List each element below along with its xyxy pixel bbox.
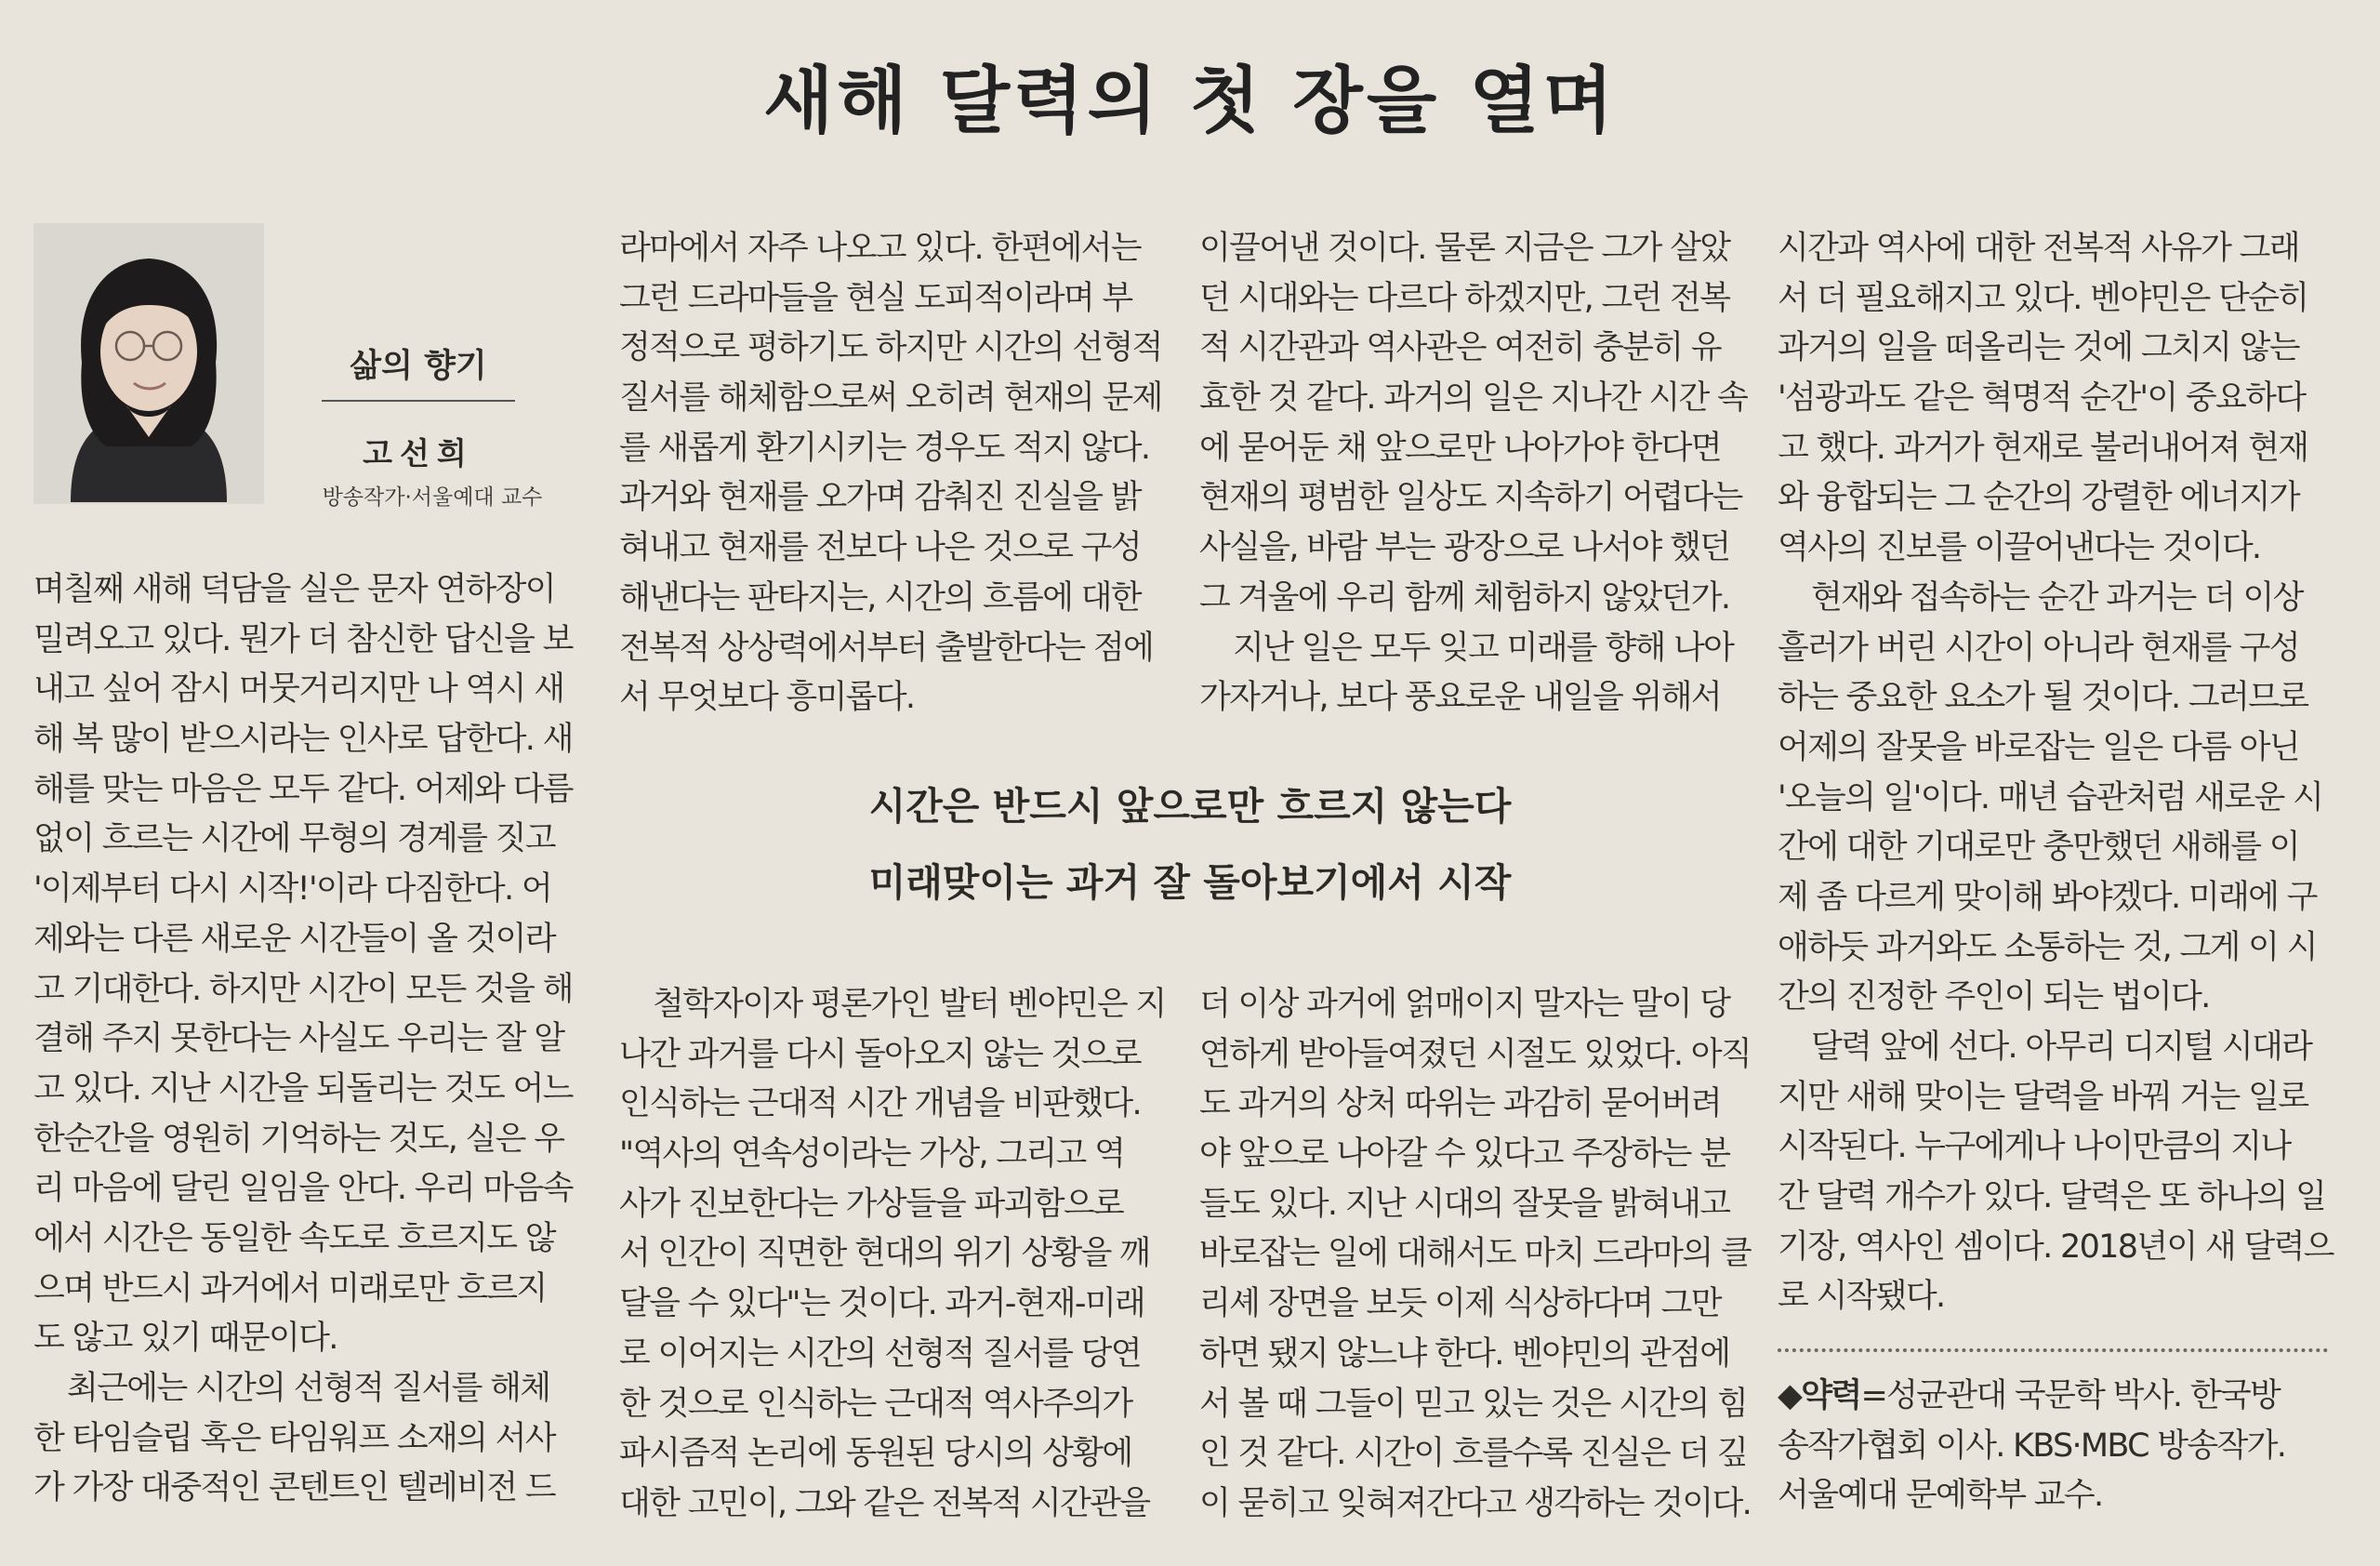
text-line: 정적으로 평하기도 하지만 시간의 선형적 <box>619 329 1162 367</box>
text-line: 리셰 장면을 보듯 이제 식상하다며 그만 <box>1199 1285 1721 1323</box>
text-line: 현재의 평범한 일상도 지속하기 어렵다는 <box>1199 479 1742 517</box>
text-line: 를 새롭게 환기시키는 경우도 적지 않다. <box>619 429 1150 467</box>
text-line: '오늘의 일'이다. 매년 습관처럼 새로운 시 <box>1778 778 2323 816</box>
text-line: 지만 새해 맞이는 달력을 바꿔 거는 일로 <box>1778 1078 2308 1116</box>
text-line: 달력 앞에 선다. 아무리 디지털 시대라 <box>1811 1029 2312 1066</box>
profile-label: ◆약력 <box>1778 1377 1861 1414</box>
author-name: 고선희 <box>363 435 474 471</box>
text-line: 흘러가 버린 시간이 아니라 현재를 구성 <box>1778 629 2299 667</box>
text-line: 질서를 해체함으로써 오히려 현재의 문제 <box>619 379 1162 418</box>
text-line: 가 가장 대중적인 콘텐트인 텔레비전 드 <box>33 1469 555 1507</box>
text-line: 없이 흐르는 시간에 무형의 경계를 짓고 <box>33 820 555 858</box>
text-line: 파시즘적 논리에 동원된 당시의 상황에 <box>619 1435 1132 1473</box>
text-line: 라마에서 자주 나오고 있다. 한편에서는 <box>619 230 1141 267</box>
text-line: 그런 드라마들을 현실 도피적이라며 부 <box>619 279 1132 317</box>
author-photo <box>33 223 264 504</box>
text-line: '이제부터 다시 시작!'이라 다짐한다. 어 <box>33 870 551 909</box>
text-line: 현재와 접속하는 순간 과거는 더 이상 <box>1811 578 2303 617</box>
text-line: 시간과 역사에 대한 전복적 사유가 그래 <box>1778 230 2299 267</box>
text-line: 시작된다. 누구에게나 나이만큼의 지나 <box>1778 1128 2291 1166</box>
text-line: 고 기대한다. 하지만 시간이 모든 것을 해 <box>33 970 573 1008</box>
text-line: 제 좀 다르게 맞이해 봐야겠다. 미래에 구 <box>1778 878 2317 916</box>
author-role: 방송작가·서울예대 교수 <box>322 485 543 510</box>
text-line: 사실을, 바람 부는 광장으로 나서야 했던 <box>1199 529 1730 567</box>
text-line: 제와는 다른 새로운 시간들이 올 것이라 <box>33 920 555 958</box>
column-2-bottom <box>619 980 1168 1530</box>
profile-line: 송작가협회 이사. KBS·MBC 방송작가. <box>1778 1427 2286 1465</box>
column-series-name: 삶의 향기 <box>322 340 515 402</box>
text-line: 들도 있다. 지난 시대의 잘못을 밝혀내고 <box>1199 1185 1730 1223</box>
text-line: 적 시간관과 역사관은 여전히 충분히 유 <box>1199 329 1721 367</box>
column-1 <box>33 565 591 1514</box>
text-line: 철학자이자 평론가인 발터 벤야민은 지 <box>653 986 1166 1023</box>
profile-divider <box>1778 1348 2328 1352</box>
text-line: 최근에는 시간의 선형적 질서를 해체 <box>67 1370 550 1407</box>
text-line: '섬광과도 같은 혁명적 순간'이 중요하다 <box>1778 379 2306 418</box>
text-line: 며칠째 새해 덕담을 실은 문자 연하장이 <box>33 571 555 608</box>
column-3-top <box>1199 224 1748 723</box>
column-4 <box>1778 224 2335 1322</box>
text-line: 고 있다. 지난 시간을 되돌리는 것도 어느 <box>33 1069 573 1108</box>
article-title: 새해 달력의 첫 장을 열며 <box>762 59 1618 143</box>
text-line: 이 묻히고 잊혀져간다고 생각하는 것이다. <box>1199 1484 1751 1522</box>
text-line: 내고 싶어 잠시 머뭇거리지만 나 역시 새 <box>33 670 564 709</box>
text-line: 하는 중요한 요소가 될 것이다. 그러므로 <box>1778 679 2308 717</box>
text-line: 이끌어낸 것이다. 물론 지금은 그가 살았 <box>1199 230 1730 267</box>
text-line: 지난 일은 모두 잊고 미래를 향해 나아 <box>1233 629 1734 667</box>
text-line: 던 시대와는 다르다 하겠지만, 그런 전복 <box>1199 279 1730 317</box>
text-line: 하면 됐지 않느냐 한다. 벤야민의 관점에 <box>1199 1334 1730 1373</box>
text-line: 으며 반드시 과거에서 미래로만 흐르지 <box>33 1269 547 1307</box>
text-line: 대한 고민이, 그와 같은 전복적 시간관을 <box>619 1484 1150 1522</box>
text-line: 와 융합되는 그 순간의 강렬한 에너지가 <box>1778 479 2299 517</box>
text-line: 더 이상 과거에 얽매이지 말자는 말이 당 <box>1199 986 1730 1023</box>
subheadline-1: 시간은 반드시 앞으로만 흐르지 않는다 <box>868 784 1512 829</box>
text-line: 기장, 역사인 셈이다. 2018년이 새 달력으 <box>1778 1228 2334 1266</box>
text-line: 효한 것 같다. 과거의 일은 지나간 시간 속 <box>1199 379 1748 418</box>
text-line: 어제의 잘못을 바로잡는 일은 다름 아닌 <box>1778 728 2299 766</box>
text-line: 간 달력 개수가 있다. 달력은 또 하나의 일 <box>1778 1178 2326 1216</box>
text-line: 리 마음에 달린 일임을 안다. 우리 마음속 <box>33 1170 573 1208</box>
text-line: 고 했다. 과거가 현재로 불러내어져 현재 <box>1778 429 2308 467</box>
text-line: 과거와 현재를 오가며 감춰진 진실을 밝 <box>619 479 1141 517</box>
text-line: 도 과거의 상처 따위는 과감히 묻어버려 <box>1199 1085 1721 1123</box>
text-line: 로 이어지는 시간의 선형적 질서를 당연 <box>619 1334 1141 1373</box>
text-line: 나간 과거를 다시 돌아오지 않는 것으로 <box>619 1035 1141 1073</box>
text-line: 서 볼 때 그들이 믿고 있는 것은 시간의 힘 <box>1199 1385 1748 1423</box>
text-line: 간에 대한 기대로만 충만했던 새해를 이 <box>1778 829 2299 867</box>
text-line: 전복적 상상력에서부터 출발한다는 점에 <box>619 629 1154 667</box>
text-line: 에서 시간은 동일한 속도로 흐르지도 않 <box>33 1219 555 1257</box>
author-profile <box>1778 1372 2335 1521</box>
text-line: 에 묻어둔 채 앞으로만 나아가야 한다면 <box>1199 429 1721 467</box>
text-line: 연하게 받아들여졌던 시절도 있었다. 아직 <box>1199 1035 1751 1073</box>
text-line: 밀려오고 있다. 뭔가 더 참신한 답신을 보 <box>33 620 573 658</box>
text-line: 해낸다는 판타지는, 시간의 흐름에 대한 <box>619 578 1141 617</box>
column-2-top <box>619 224 1168 723</box>
text-line: "역사의 연속성이라는 가상, 그리고 역 <box>619 1135 1125 1174</box>
subheadline-2: 미래맞이는 과거 잘 돌아보기에서 시작 <box>868 860 1512 905</box>
text-line: 한순간을 영원히 기억하는 것도, 실은 우 <box>33 1120 564 1158</box>
text-line: 도 않고 있기 때문이다. <box>33 1320 337 1358</box>
text-line: 과거의 일을 떠올리는 것에 그치지 않는 <box>1778 329 2299 367</box>
text-line: 간의 진정한 주인이 되는 법이다. <box>1778 978 2210 1016</box>
text-line: 사가 진보한다는 가상들을 파괴함으로 <box>619 1185 1124 1223</box>
text-line: 그 겨울에 우리 함께 체험하지 않았던가. <box>1199 578 1730 617</box>
text-line: 해 복 많이 받으시라는 인사로 답한다. 새 <box>33 721 573 759</box>
text-line: 인 것 같다. 시간이 흐를수록 진실은 더 깊 <box>1199 1435 1748 1473</box>
text-line: 혀내고 현재를 전보다 나은 것으로 구성 <box>619 529 1141 567</box>
text-line: 역사의 진보를 이끌어낸다는 것이다. <box>1778 529 2261 567</box>
text-line: 서 무엇보다 흥미롭다. <box>619 679 915 717</box>
profile-line: 서울예대 문예학부 교수. <box>1778 1477 2103 1515</box>
text-line: 해를 맞는 마음은 모두 같다. 어제와 다름 <box>33 770 573 808</box>
author-portrait-image <box>33 223 264 504</box>
profile-text: =성균관대 국문학 박사. 한국방 <box>1860 1377 2281 1414</box>
text-line: 인식하는 근대적 시간 개념을 비판했다. <box>619 1085 1141 1123</box>
text-line: 로 시작됐다. <box>1778 1278 1945 1316</box>
text-line: 결해 주지 못한다는 사실도 우리는 잘 알 <box>33 1020 564 1058</box>
text-line: 한 것으로 인식하는 근대적 역사주의가 <box>619 1385 1132 1423</box>
text-line: 서 인간이 직면한 현대의 위기 상황을 깨 <box>619 1235 1150 1273</box>
text-line: 야 앞으로 나아갈 수 있다고 주장하는 분 <box>1199 1135 1730 1174</box>
text-line: 서 더 필요해지고 있다. 벤야민은 단순히 <box>1778 279 2308 317</box>
column-3-bottom <box>1199 980 1751 1530</box>
text-line: 바로잡는 일에 대해서도 마치 드라마의 클 <box>1199 1235 1751 1273</box>
text-line: 애하듯 과거와도 소통하는 것, 그게 이 시 <box>1778 928 2317 966</box>
text-line: 한 타임슬립 혹은 타임워프 소재의 서사 <box>33 1419 555 1457</box>
profile-line <box>1778 1372 2335 1422</box>
text-line: 달을 수 있다"는 것이다. 과거-현재-미래 <box>619 1285 1145 1323</box>
text-line: 가자거나, 보다 풍요로운 내일을 위해서 <box>1199 679 1721 717</box>
